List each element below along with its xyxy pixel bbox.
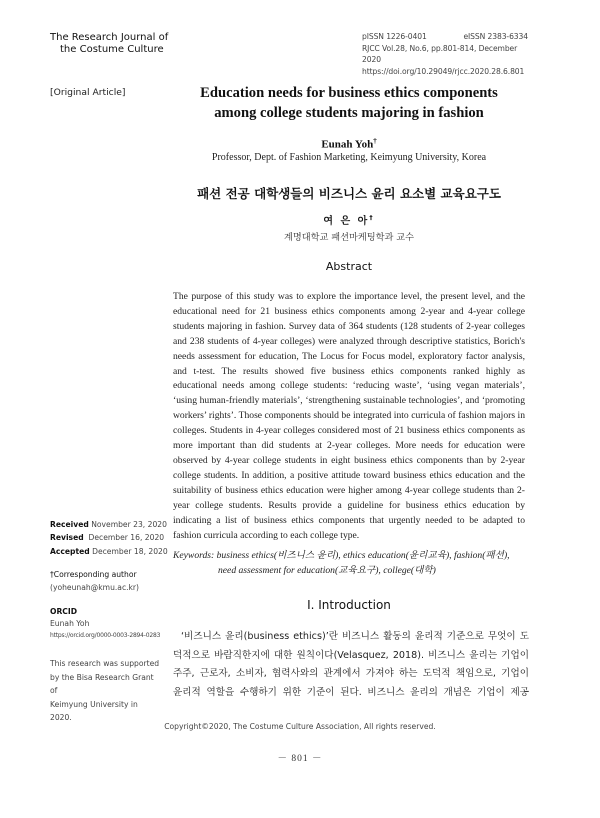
orcid-block bbox=[50, 606, 160, 642]
corresponding-author-email[interactable]: (yoheunah@kmu.ac.kr) bbox=[50, 583, 140, 593]
page-number: － 801 － bbox=[277, 754, 323, 764]
received-date: November 23, 2020 bbox=[91, 520, 167, 529]
author-name-korean: 여 은 아 bbox=[323, 216, 370, 227]
eissn: eISSN 2383-6334 bbox=[463, 32, 528, 41]
corresponding-mark: † bbox=[373, 137, 377, 145]
paper-title-line1: Education needs for business ethics components bbox=[200, 85, 498, 101]
accepted-row bbox=[50, 545, 168, 558]
orcid-label: ORCID bbox=[50, 607, 78, 616]
intro-line-3: 주주, 근로자, 소비자, 협력사와의 관계에서 가져야 하는 도덕적 책임으로, 기업이 bbox=[173, 668, 529, 679]
funding-line1: This research was supported bbox=[50, 659, 160, 668]
paper-title-line2: among college students majoring in fashion bbox=[214, 104, 484, 121]
author-name: Eunah Yoh bbox=[321, 138, 374, 151]
author-korean bbox=[170, 212, 528, 227]
orcid-name: Eunah Yoh bbox=[50, 619, 90, 628]
keywords bbox=[173, 548, 529, 578]
intro-line-1: ‘비즈니스 윤리(business ethics)’란 비즈니스 활동의 윤리적 기준으로 무엇이 도 bbox=[181, 631, 529, 642]
accepted-label: Accepted bbox=[50, 546, 90, 556]
funding-line3: Keimyung University in 2020. bbox=[50, 699, 138, 722]
intro-line-4: 윤리적 역할을 수행하기 위한 기준이 된다. 비즈니스 윤리의 개념은 기업이 제공 bbox=[173, 686, 529, 698]
orcid-link[interactable]: https://orcid.org/0000-0003-2894-0283 bbox=[50, 632, 161, 639]
corresponding-author bbox=[50, 568, 139, 595]
author bbox=[170, 137, 528, 151]
copyright-notice: Copyright©2020, The Costume Culture Association, All rights reserved. bbox=[164, 722, 436, 731]
journal-name-line1: The Research Journal of bbox=[50, 32, 169, 43]
keywords-line2: need assessment for education(교육요구), college(대학) bbox=[218, 565, 436, 577]
article-dates bbox=[50, 518, 168, 558]
author-affiliation: Professor, Dept. of Fashion Marketing, Keimyung University, Korea bbox=[211, 152, 487, 163]
received-row bbox=[50, 518, 168, 531]
funding-note bbox=[50, 657, 160, 725]
keywords-line1: Keywords: business ethics(비즈니스 윤리), ethics education(윤리교육), fashion(패션), bbox=[173, 550, 510, 561]
revised-label: Revised bbox=[50, 533, 84, 543]
intro-line-2: 덕적으로 바람직한지에 대한 원칙이다(Velasquez, 2018). 비즈니스 윤리는 기업이 bbox=[173, 649, 529, 661]
funding-line2: by the Bisa Research Grant of bbox=[50, 672, 154, 695]
paper-title bbox=[170, 84, 528, 123]
accepted-date: December 18, 2020 bbox=[92, 546, 168, 556]
abstract-heading: Abstract bbox=[325, 260, 373, 273]
journal-name bbox=[50, 32, 168, 56]
paper-title-korean: 패션 전공 대학생들의 비즈니스 윤리 요소별 교육요구도 bbox=[197, 186, 501, 201]
introduction-heading: I. Introduction bbox=[307, 598, 391, 612]
article-type: [Original Article] bbox=[50, 87, 126, 98]
journal-name-line2: the Costume Culture bbox=[60, 44, 164, 55]
revised-row bbox=[50, 531, 168, 544]
corresponding-mark-korean: † bbox=[369, 213, 375, 222]
pissn: pISSN 1226-0401 bbox=[362, 32, 427, 41]
corresponding-author-label: †Corresponding author bbox=[50, 570, 137, 579]
publication-meta bbox=[362, 31, 528, 77]
introduction-text bbox=[173, 628, 529, 702]
abstract-text: The purpose of this study was to explore the importance level, the present level, and the educational need for 21 business ethics components among 2-year and 4-year college students majoring in fashion. Survey data of 364 students (128 students of 2-year colleges and 238 students of 4-year colleges) were analyzed through descriptive statistics, Borich's needs assessment for education, The Locus for Focus model, exploratory factor analysis, and t-test. The results showed five business ethics components ranked highly as educational needs among college students: ‘reducing waste’, ‘using vegan materials’, ‘using human-friendly materials’, ‘strengthening sustainable technologies’, and ‘promoting workers’ rights’. Those components should be integrated into curricula of fashion majors in colleges. Students in 4-year colleges considered most of 21 business ethics components as more important than did students at 2-year colleges. More needs for education were observed by 4-year college students in eight business ethics components than by 2-year college students. In addition, a positive attitude toward business ethics education and the suitability of business ethics education were higher among 4-year college students than 2-year college students. Results provide a guideline for business ethics education by indicating a list of business ethics components that urgently needed to be adapted to fashion curricula according to each college type. bbox=[173, 291, 525, 541]
doi-link[interactable]: https://doi.org/10.29049/rjcc.2020.28.6.801 bbox=[362, 66, 525, 76]
received-label: Received bbox=[50, 520, 89, 529]
revised-date: December 16, 2020 bbox=[88, 533, 165, 543]
citation: RJCC Vol.28, No.6, pp.801-814, December 2020 bbox=[362, 43, 518, 64]
author-affiliation-korean: 계명대학교 패션마케팅학과 교수 bbox=[283, 232, 415, 243]
